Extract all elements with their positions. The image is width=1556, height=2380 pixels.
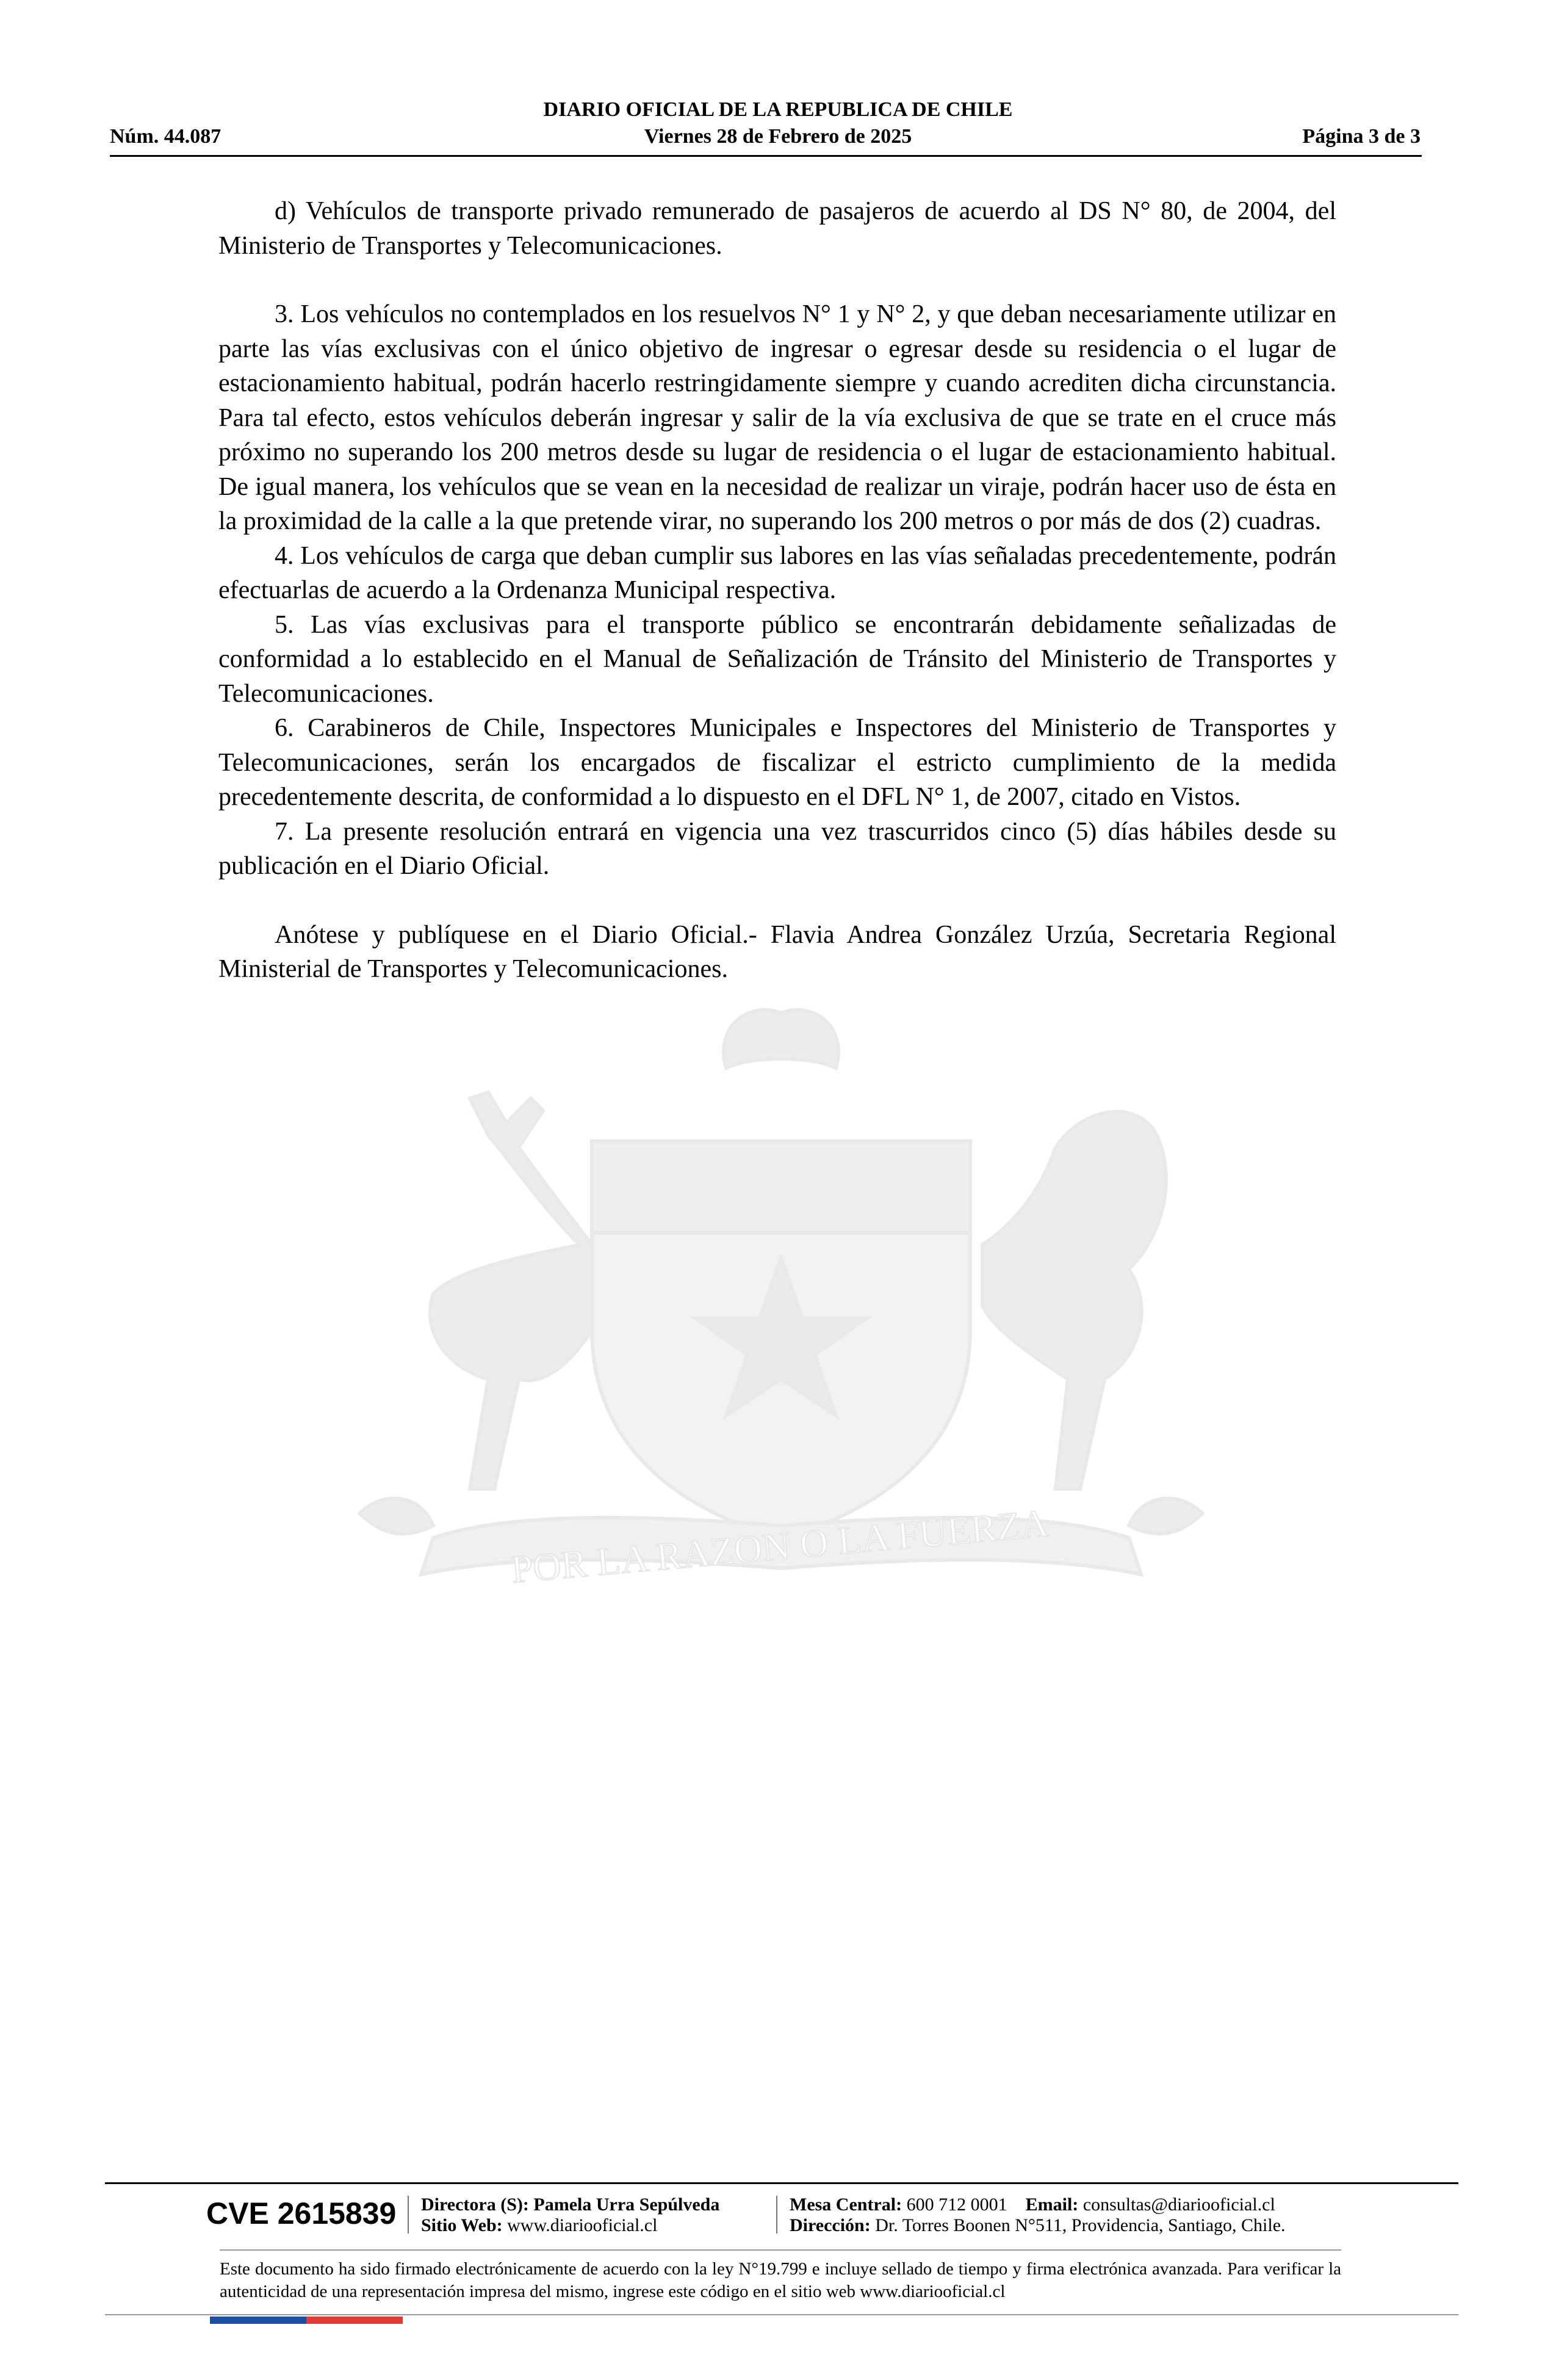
signature-paragraph: Anótese y publíquese en el Diario Oficial.- Flavia Andrea González Urzúa, Secretaria Regional Ministerial de Transportes y Telecomunicaciones.: [218, 920, 1336, 983]
footer-divider-mid: [220, 2249, 1341, 2251]
issue-number: Núm. 44.087: [110, 125, 222, 148]
page-number: Página 3 de 3: [1302, 125, 1421, 148]
phone-value: 600 712 0001: [906, 2194, 1007, 2215]
electronic-signature-notice: Este documento ha sido firmado electrónicamente de acuerdo con la ley N°19.799 e incluye sellado de tiempo y firma electrónica avanzada. Para verificar la autenticidad de una representación impresa del mismo, ingrese este código en el sitio web www.diariooficial.cl: [220, 2259, 1341, 2301]
website-label: Sitio Web:: [421, 2215, 503, 2235]
issue-date: Viernes 28 de Febrero de 2025: [644, 125, 912, 148]
website-link[interactable]: www.diariooficial.cl: [507, 2215, 658, 2235]
email-link[interactable]: consultas@diariooficial.cl: [1082, 2194, 1275, 2215]
paragraph-resuelvo-7: 7. La presente resolución entrará en vigencia una vez trascurridos cinco (5) días hábiles desde su publicación en el Diario Oficial.: [218, 817, 1336, 880]
coat-of-arms-motto: POR LA RAZON O LA FUERZA: [509, 1501, 1051, 1592]
director-label: Directora (S):: [421, 2194, 529, 2215]
document-body: [218, 194, 1336, 987]
paragraph-resuelvo-4: 4. Los vehículos de carga que deban cumplir sus labores en las vías señaladas precedentemente, podrán efectuarlas de acuerdo a la Ordenanza Municipal respectiva.: [218, 541, 1336, 604]
paragraph-item-d: d) Vehículos de transporte privado remunerado de pasajeros de acuerdo al DS N° 80, de 2004, del Ministerio de Transportes y Telecomunicaciones.: [218, 197, 1336, 260]
phone-label: Mesa Central:: [790, 2194, 902, 2215]
cve-code: CVE 2615839: [206, 2196, 397, 2230]
footer-divider-top: [105, 2182, 1458, 2184]
footer-divider-bottom: [105, 2314, 1458, 2315]
footer-contact-block: [790, 2194, 1286, 2236]
header-divider: [110, 155, 1422, 157]
coat-of-arms-watermark: [201, 989, 1361, 1672]
address-value: Dr. Torres Boonen N°511, Providencia, Santiago, Chile.: [875, 2215, 1286, 2235]
address-label: Dirección:: [790, 2215, 871, 2235]
paragraph-resuelvo-3: 3. Los vehículos no contemplados en los resuelvos N° 1 y N° 2, y que deban necesariamente utilizar en parte las vías exclusivas con el único objetivo de ingresar o egresar desde su residencia o el lugar de estacionamiento habitual, podrán hacerlo restringidamente siempre y cuando acrediten dicha circunstancia. Para tal efecto, estos vehículos deberán ingresar y salir de la vía exclusiva de que se trate en el cruce más próximo no superando los 200 metros desde su lugar de residencia o el lugar de estacionamiento habitual. De igual manera, los vehículos que se vean en la necesidad de realizar un viraje, podrán hacer uso de ésta en la proximidad de la calle a la que pretende virar, no superando los 200 metros o por más de dos (2) cuadras.: [218, 300, 1336, 535]
footer-director-block: [421, 2194, 719, 2236]
paragraph-resuelvo-5: 5. Las vías exclusivas para el transporte público se encontrarán debidamente señalizadas de conformidad a lo establecido en el Manual de Señalización de Tránsito del Ministerio de Transportes y Telecomunicaciones.: [218, 610, 1336, 708]
flag-stripe-red: [306, 2317, 403, 2324]
flag-stripe-blue: [210, 2317, 306, 2324]
paragraph-resuelvo-6: 6. Carabineros de Chile, Inspectores Municipales e Inspectores del Ministerio de Transportes y Telecomunicaciones, serán los encargados de fiscalizar el estricto cumplimiento de la medida precedentemente descrita, de conformidad a lo dispuesto en el DFL N° 1, de 2007, citado en Vistos.: [218, 714, 1336, 811]
footer-separator: [408, 2196, 409, 2234]
footer-separator: [776, 2196, 777, 2234]
newspaper-title: DIARIO OFICIAL DE LA REPUBLICA DE CHILE: [543, 98, 1013, 121]
email-label: Email:: [1025, 2194, 1079, 2215]
director-name: Pamela Urra Sepúlveda: [533, 2194, 720, 2215]
